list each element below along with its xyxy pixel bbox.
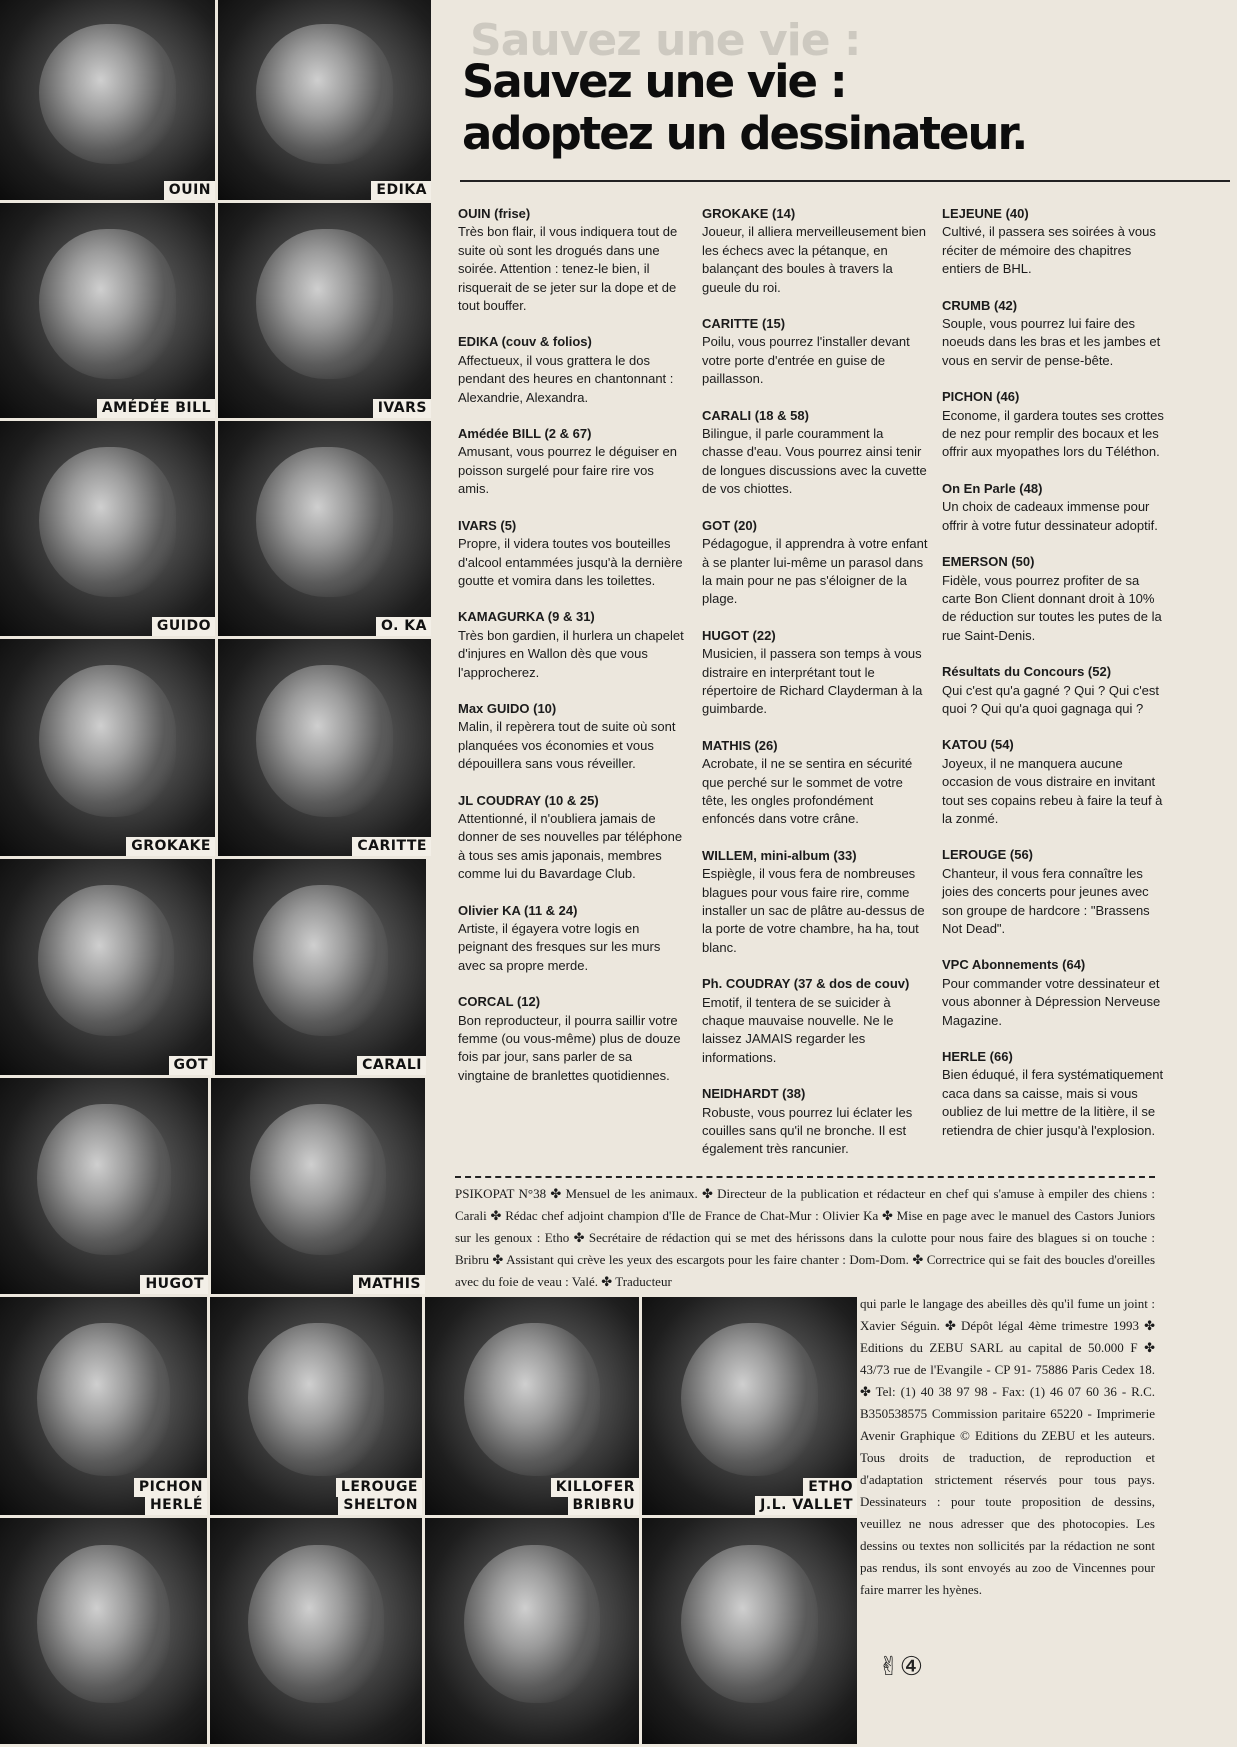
face-image xyxy=(39,24,177,164)
entry xyxy=(942,736,1168,828)
entry-name: HUGOT (22) xyxy=(702,627,776,643)
entry xyxy=(942,663,1168,718)
portrait-label: HUGOT xyxy=(140,1275,208,1294)
entry-desc: Amusant, vous pourrez le déguiser en poisson surgelé pour faire rire vos amis. xyxy=(458,444,677,497)
portrait-shelton xyxy=(210,1518,425,1747)
face-image xyxy=(464,1545,601,1703)
portrait-bribru xyxy=(425,1518,642,1747)
entry-desc: Chanteur, il vous fera connaître les joies des concerts pour jeunes avec son groupe de hardcore : "Brassens Not Dead". xyxy=(942,865,1150,936)
portrait-got xyxy=(0,859,215,1078)
portrait-label: IVARS xyxy=(373,399,431,418)
entry-name: CRUMB (42) xyxy=(942,297,1018,313)
face-image xyxy=(39,665,177,817)
entry-desc: Econome, il gardera toutes ses crottes de nez pour remplir des bocaux et les offrir aux myopathes lors du Téléthon. xyxy=(942,407,1164,460)
portrait-label: EDIKA xyxy=(371,181,431,200)
entry xyxy=(702,1085,928,1159)
entry-desc: Souple, vous pourrez lui faire des noeuds dans les bras et les jambes et vous en servir de pense-bête. xyxy=(942,316,1161,368)
entry xyxy=(942,1048,1168,1140)
entry-name: Résultats du Concours (52) xyxy=(942,664,1112,680)
portrait-edika xyxy=(218,0,434,203)
entry-name: CARALI (18 & 58) xyxy=(702,407,809,423)
portrait-label: KILLOFER xyxy=(551,1478,639,1497)
entry-name: KAMAGURKA (9 & 31) xyxy=(458,609,595,625)
entry-desc: Bilingue, il parle couramment la chasse d'eau. Vous pourrez ainsi tenir de longues discussions avec la cuvette de vos chiottes. xyxy=(702,426,927,497)
entry xyxy=(458,993,684,1085)
portrait-o-ka xyxy=(218,421,434,639)
portrait-label: BRIBRU xyxy=(568,1496,639,1515)
portrait-label: CARITTE xyxy=(352,837,431,856)
entry xyxy=(942,846,1168,938)
credits-legal: qui parle le langage des abeilles dès qu'il fume un joint : Xavier Séguin. ✤ Dépôt légal 4ème trimestre 1993 ✤ Editions du ZEBU SARL au capital de 50.000 F ✤ 43/73 rue de l'Evangile - CP 91- 75886 Paris Cedex 18. ✤ Tel: (1) 40 38 97 98 - Fax: (1) 46 07 60 36 - R.C. B350538575 Commission paritaire 65220 - Imprimerie Avenir Graphique © Editions du ZEBU et les auteurs. Tous droits de traduction, de reproduction et d'adaptation strictement réservés pour tous pays. Dessinateurs : pour toute proposition de dessins, veuillez ne nous adresser que des photocopies. Les dessins ou textes non sollicités par la rédaction ne sont pas rendus, ils sont envoyés au zoo de Vincennes pour faire marrer les hyènes. xyxy=(860,1296,1155,1597)
face-image xyxy=(256,24,392,164)
entry xyxy=(702,407,928,499)
title-divider xyxy=(460,180,1230,182)
entry xyxy=(702,627,928,719)
face-image xyxy=(39,447,177,598)
portrait-caritte xyxy=(218,639,434,859)
entry-desc: Pédagogue, il apprendra à votre enfant à se planter lui-même un parasol dans la main pour ne pas s'éloigner de la plage. xyxy=(702,536,928,607)
entry-desc: Propre, il videra toutes vos bouteilles d'alcool entammées jusqu'à la dernière goutte et vomira dans les toilettes. xyxy=(458,536,683,588)
face-image xyxy=(464,1323,601,1476)
face-image xyxy=(37,1323,169,1476)
portrait-label: HERLÉ xyxy=(145,1496,207,1515)
entry-name: LEROUGE (56) xyxy=(942,847,1034,863)
entry xyxy=(458,333,684,407)
entry-name: VPC Abonnements (64) xyxy=(942,957,1086,973)
entry-name: OUIN (frise) xyxy=(458,206,531,221)
entry-name: EDIKA (couv & folios) xyxy=(458,334,592,350)
entries-column-1 xyxy=(458,205,684,1103)
portrait-grokake xyxy=(0,639,218,859)
face-image xyxy=(37,1545,169,1703)
entry xyxy=(458,700,684,774)
face-image xyxy=(253,885,388,1036)
portrait-mathis xyxy=(211,1078,428,1297)
entry-name: JL COUDRAY (10 & 25) xyxy=(458,792,599,808)
face-image xyxy=(256,229,392,380)
entry xyxy=(942,553,1168,645)
entry-desc: Emotif, il tentera de se suicider à chaque mauvaise nouvelle. Ne le laissez JAMAIS regarder les informations. xyxy=(702,994,894,1065)
entry-desc: Qui c'est qu'a gagné ? Qui ? Qui c'est quoi ? Qui qu'a quoi gagnaga qui ? xyxy=(942,682,1160,716)
portrait-label: J.L. VALLET xyxy=(755,1496,857,1515)
entry xyxy=(458,608,684,682)
entry xyxy=(702,205,928,297)
entry xyxy=(458,902,684,976)
entry xyxy=(942,480,1168,535)
entry-desc: Fidèle, vous pourrez profiter de sa carte Bon Client donnant droit à 10% de réduction sur toutes les putes de la rue Saint-Denis. xyxy=(942,572,1162,643)
entry-name: KATOU (54) xyxy=(942,737,1014,753)
face-image xyxy=(248,1323,384,1476)
entry-name: GOT (20) xyxy=(702,517,757,533)
portrait-carali xyxy=(215,859,429,1078)
entry-name: WILLEM, mini-album (33) xyxy=(702,847,857,863)
entry-desc: Un choix de cadeaux immense pour offrir à votre futur dessinateur adoptif. xyxy=(942,499,1158,533)
entry-name: CORCAL (12) xyxy=(458,994,541,1010)
entry-desc: Bon reproducteur, il pourra saillir votre femme (ou vous-même) plus de douze fois par jour, sans parler de sa vingtaine de branlettes quotidiennes. xyxy=(458,1012,681,1083)
portrait-label: PICHON xyxy=(134,1478,207,1497)
entry xyxy=(458,205,684,315)
entry-desc: Artiste, il égayera votre logis en peignant des fresques sur les murs avec sa propre merde. xyxy=(458,921,661,973)
entry-name: EMERSON (50) xyxy=(942,554,1035,570)
portrait-amedee-bill xyxy=(0,203,218,421)
portrait-jl-vallet xyxy=(642,1518,860,1747)
entry xyxy=(458,425,684,499)
entry xyxy=(942,388,1168,462)
entry-name: CARITTE (15) xyxy=(702,316,786,332)
portrait-ouin xyxy=(0,0,218,203)
entry xyxy=(702,975,928,1067)
portrait-ivars xyxy=(218,203,434,421)
title-line-1: Sauvez une vie : xyxy=(462,55,846,108)
entry-name: Max GUIDO (10) xyxy=(458,700,557,716)
entry-desc: Joueur, il alliera merveilleusement bien les échecs avec la pétanque, en balançant des boules à travers la gueule du roi. xyxy=(702,224,927,295)
title-line-2: adoptez un dessinateur. xyxy=(462,107,1027,160)
credits-divider xyxy=(455,1176,1155,1178)
entry-desc: Bien éduqué, il fera systématiquement caca dans sa caisse, mais si vous oubliez de lui mettre de la litière, il se retiendra de chier jusqu'à l'explosion. xyxy=(942,1067,1164,1138)
title-ghost: Sauvez une vie : xyxy=(470,15,861,66)
portrait-label: CARALI xyxy=(357,1056,426,1075)
face-image xyxy=(250,1104,387,1255)
entry-name: Ph. COUDRAY (37 & dos de couv) xyxy=(702,976,910,992)
portrait-hugot xyxy=(0,1078,211,1297)
entry-desc: Robuste, vous pourrez lui éclater les couilles sans qu'il ne bronche. Il est également très rancunier. xyxy=(702,1104,913,1157)
face-image xyxy=(248,1545,384,1703)
portrait-label: MATHIS xyxy=(353,1275,425,1294)
entry-desc: Attentionné, il n'oubliera jamais de donner de ses nouvelles par téléphone à tous ses amis japonais, membres comme lui du Bavardage Club. xyxy=(458,810,683,882)
entries-column-2 xyxy=(702,205,928,1177)
portrait-label: GOT xyxy=(169,1056,212,1075)
page-title xyxy=(462,56,1026,160)
entry-desc: Joyeux, il ne manquera aucune occasion de vous distraire en invitant tout ses copains rebeu à faire la teuf à la zonmé. xyxy=(942,755,1163,826)
portrait-label: SHELTON xyxy=(338,1496,422,1515)
portrait-herle xyxy=(0,1518,210,1747)
portrait-label: O. KA xyxy=(376,617,431,636)
entry xyxy=(702,315,928,389)
portrait-killofer xyxy=(425,1297,642,1518)
entry-desc: Pour commander votre dessinateur et vous abonner à Dépression Nerveuse Magazine. xyxy=(942,975,1161,1028)
entry xyxy=(702,737,928,829)
entry-name: LEJEUNE (40) xyxy=(942,206,1029,221)
face-image xyxy=(256,665,392,817)
face-image xyxy=(681,1545,819,1703)
entry-desc: Très bon gardien, il hurlera un chapelet d'injures en Wallon dès que vous l'approcherez. xyxy=(458,627,684,680)
face-image xyxy=(39,229,177,380)
entry xyxy=(942,956,1168,1030)
entry-desc: Espiègle, il vous fera de nombreuses blagues pour vous faire rire, comme installer un sac de plâtre au-dessus de la porte de votre chambre, ha ha, tout blanc. xyxy=(702,866,925,955)
entry xyxy=(942,205,1168,279)
face-image xyxy=(37,1104,170,1255)
entry-desc: Affectueux, il vous grattera le dos pendant des heures en chantonnant : Alexandrie, Alexandra. xyxy=(458,352,674,405)
portrait-pichon xyxy=(0,1297,210,1518)
face-image xyxy=(38,885,174,1036)
entry xyxy=(942,297,1168,371)
entry-name: Olivier KA (11 & 24) xyxy=(458,902,578,918)
entry-name: GROKAKE (14) xyxy=(702,206,796,221)
portrait-label: ETHO xyxy=(803,1478,857,1497)
entry-desc: Cultivé, il passera ses soirées à vous réciter de mémoire des chapitres entiers de BHL. xyxy=(942,224,1156,277)
entry-name: PICHON (46) xyxy=(942,389,1020,405)
entry-name: HERLE (66) xyxy=(942,1049,1013,1065)
entry-name: On En Parle (48) xyxy=(942,480,1043,496)
face-image xyxy=(256,447,392,598)
entry-name: Amédée BILL (2 & 67) xyxy=(458,426,592,442)
entry xyxy=(702,517,928,609)
portrait-guido xyxy=(0,421,218,639)
entry-name: IVARS (5) xyxy=(458,517,517,533)
entry xyxy=(458,517,684,591)
entry-desc: Malin, il repèrera tout de suite où sont planquées vos économies et vous dépouillera sans vous réveiller. xyxy=(458,719,676,772)
portrait-label: GROKAKE xyxy=(126,837,215,856)
entry-desc: Poilu, vous pourrez l'installer devant votre porte d'entrée en guise de paillasson. xyxy=(702,334,910,387)
entry-desc: Très bon flair, il vous indiquera tout de suite où sont les drogués dans une soirée. Attention : tenez-le bien, il risquerait de se jeter sur la dope et de tout bouffer. xyxy=(458,224,678,314)
entries-column-3 xyxy=(942,205,1168,1158)
entry-desc: Musicien, il passera son temps à vous distraire en interprétant tout le répertoire de Richard Clayderman à la guimbarde. xyxy=(702,646,923,717)
entry-name: MATHIS (26) xyxy=(702,737,778,753)
portrait-label: OUIN xyxy=(164,181,215,200)
entry xyxy=(702,847,928,957)
portrait-label: GUIDO xyxy=(152,617,215,636)
entry-desc: Acrobate, il ne se sentira en sécurité que perché sur le sommet de votre tête, les ongles profondément enfoncés dans votre crâne. xyxy=(702,756,913,827)
entry-name: NEIDHARDT (38) xyxy=(702,1086,806,1102)
portrait-label: LEROUGE xyxy=(336,1478,422,1497)
credits-masthead: PSIKOPAT N°38 ✤ Mensuel de les animaux. ✤ Directeur de la publication et rédacteur en chef qui s'amuse à empiler des chiens : Carali ✤ Rédac chef adjoint champion d'Ile de France de Chat-Mur : Olivier Ka ✤ Mise en page avec le manuel des Castors Juniors sur les genoux : Etho ✤ Secrétaire de rédaction qui se met des hérissons dans la culotte pour nous faire des blagues si on touche : Bribru ✤ Assistant qui crève les yeux des escargots pour les faire chanter : Dom-Dom. ✤ Correctrice qui se fait des boucles d'oreilles avec du foie de veau : Valé. ✤ Traducteur xyxy=(455,1186,1155,1289)
entry xyxy=(458,792,684,884)
page-number-glyph: ✌④ xyxy=(878,1652,924,1682)
portrait-etho xyxy=(642,1297,860,1518)
portrait-lerouge xyxy=(210,1297,425,1518)
portrait-label: AMÉDÉE BILL xyxy=(97,399,215,418)
face-image xyxy=(681,1323,819,1476)
